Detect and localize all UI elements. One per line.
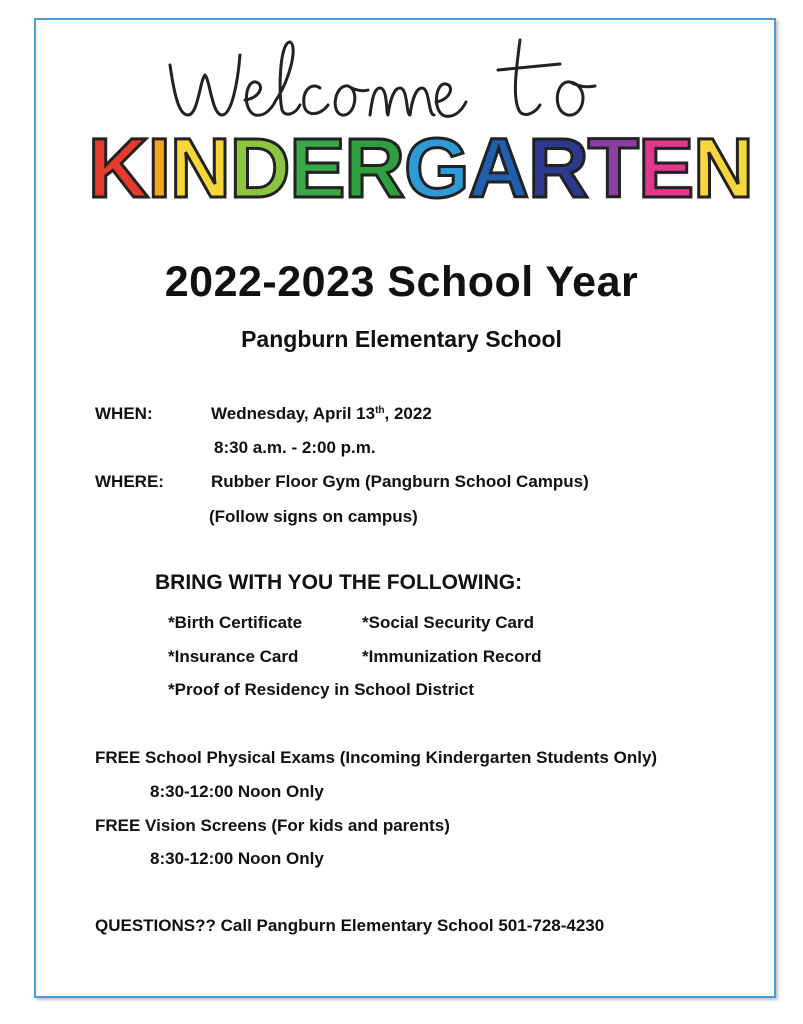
page-title: 2022-2023 School Year <box>164 258 639 306</box>
bring-item: *Social Security Card <box>362 613 534 632</box>
kindergarten-letter: R <box>528 121 588 215</box>
kindergarten-letter: N <box>693 121 753 215</box>
vision-screens: FREE Vision Screens (For kids and parents) <box>95 816 450 835</box>
kindergarten-letter: E <box>638 121 694 215</box>
kindergarten-letter: K <box>88 121 148 215</box>
bring-heading: BRING WITH YOU THE FOLLOWING: <box>155 571 523 594</box>
questions-contact: QUESTIONS?? Call Pangburn Elementary School 501-728-4230 <box>95 916 605 935</box>
bring-item: *Proof of Residency in School District <box>168 680 475 699</box>
bring-item: *Immunization Record <box>362 647 542 666</box>
bring-item: *Birth Certificate <box>168 613 303 632</box>
kindergarten-letter: G <box>404 121 469 215</box>
kindergarten-letter: D <box>229 121 290 215</box>
when-label: WHEN: <box>95 404 153 423</box>
physical-exams-time: 8:30-12:00 Noon Only <box>150 782 324 801</box>
bring-item: *Insurance Card <box>168 647 299 666</box>
kindergarten-logo <box>88 120 753 215</box>
where-note: (Follow signs on campus) <box>209 507 418 526</box>
vision-screens-time: 8:30-12:00 Noon Only <box>150 849 324 868</box>
kindergarten-letter: A <box>468 121 529 215</box>
where-place: Rubber Floor Gym (Pangburn School Campus) <box>211 472 589 491</box>
where-label: WHERE: <box>95 472 164 491</box>
kindergarten-letter: I <box>147 121 171 215</box>
welcome-banner <box>50 20 753 215</box>
physical-exams: FREE School Physical Exams (Incoming Kindergarten Students Only) <box>95 748 658 767</box>
kindergarten-letter: R <box>344 121 405 215</box>
when-date: Wednesday, April 13th, 2022 <box>211 404 432 423</box>
kindergarten-letter: E <box>289 121 345 215</box>
kindergarten-letter: T <box>587 121 639 215</box>
welcome-to-script-logo <box>50 20 730 130</box>
kindergarten-letter: N <box>170 121 230 215</box>
when-time: 8:30 a.m. - 2:00 p.m. <box>214 438 376 457</box>
school-name: Pangburn Elementary School <box>241 326 562 352</box>
